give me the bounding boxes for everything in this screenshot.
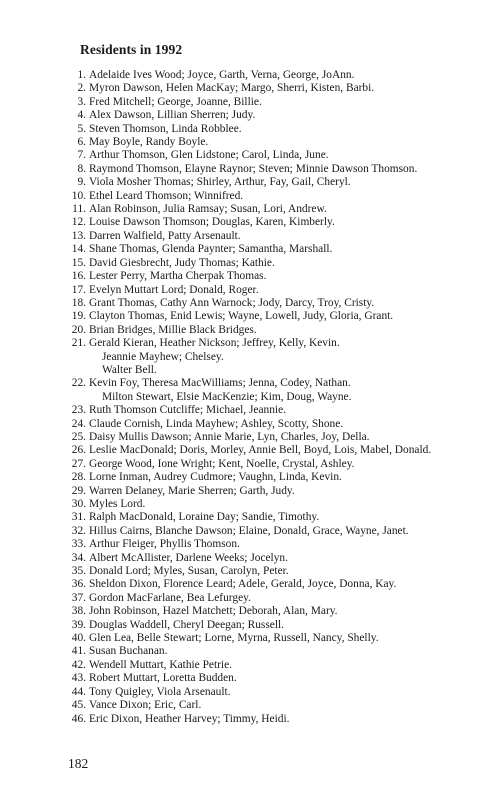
entry-text <box>86 136 208 149</box>
list-item <box>68 605 488 618</box>
entry-text <box>86 578 396 591</box>
entry-number: 25. <box>71 430 86 443</box>
entry-text <box>86 659 232 672</box>
entry-line: Ralph MacDonald, Loraine Day; Sandie, Timothy. <box>89 511 320 524</box>
entry-line: Sheldon Dixon, Florence Leard; Adele, Gerald, Joyce, Donna, Kay. <box>89 578 397 591</box>
entry-text <box>86 216 335 229</box>
list-item <box>68 82 488 95</box>
entry-line: Steven Thomson, Linda Robblee. <box>89 122 242 135</box>
entry-number: 13. <box>71 229 86 242</box>
entry-number: 19. <box>71 310 86 323</box>
entry-line: Darren Walfield, Patty Arsenault. <box>89 229 241 242</box>
entry-line: Arthur Fleiger, Phyllis Thomson. <box>89 538 240 551</box>
list-item <box>68 552 488 565</box>
entry-line: Gordon MacFarlane, Bea Lefurgey. <box>89 591 251 604</box>
entry-number: 45. <box>71 699 86 712</box>
list-item <box>68 284 488 297</box>
entry-line: Glen Lea, Belle Stewart; Lorne, Myrna, Russell, Nancy, Shelly. <box>89 632 379 645</box>
entry-text <box>86 337 340 377</box>
list-item <box>68 324 488 337</box>
list-item <box>68 471 488 484</box>
list-item <box>68 699 488 712</box>
entry-number: 4. <box>77 109 86 122</box>
list-item <box>68 485 488 498</box>
entry-number: 15. <box>71 256 86 269</box>
entry-text <box>86 404 286 417</box>
entry-number: 21. <box>71 337 86 350</box>
entry-continuation-line: Milton Stewart, Elsie MacKenzie; Kim, Doug, Wayne. <box>102 390 352 403</box>
entry-text <box>86 431 370 444</box>
entry-number: 36. <box>71 578 86 591</box>
list-item <box>68 713 488 726</box>
entry-number: 26. <box>71 444 86 457</box>
entry-text <box>86 203 327 216</box>
entry-text <box>86 565 289 578</box>
entry-number: 14. <box>71 243 86 256</box>
entry-text <box>86 471 342 484</box>
entry-line: Myron Dawson, Helen MacKay; Margo, Sherri, Kisten, Barbi. <box>89 82 375 95</box>
entry-line: Ethel Leard Thomson; Winnifred. <box>89 189 244 202</box>
list-item <box>68 163 488 176</box>
entry-line: Alan Robinson, Julia Ramsay; Susan, Lori, Andrew. <box>89 203 327 216</box>
list-item <box>68 297 488 310</box>
entry-line: Alex Dawson, Lillian Sherren; Judy. <box>89 109 256 122</box>
entry-continuation-line: Jeannie Mayhew; Chelsey. <box>102 350 224 363</box>
list-item <box>68 458 488 471</box>
entry-text <box>86 538 240 551</box>
entry-text <box>86 498 145 511</box>
entry-number: 29. <box>71 484 86 497</box>
list-item <box>68 645 488 658</box>
list-item <box>68 69 488 82</box>
entry-line: Raymond Thomson, Elayne Raynor; Steven; Minnie Dawson Thomson. <box>89 162 418 175</box>
entry-line: Donald Lord; Myles, Susan, Carolyn, Peter. <box>89 565 289 578</box>
entry-number: 46. <box>71 712 86 725</box>
entry-line: Gerald Kieran, Heather Nickson; Jeffrey, Kelly, Kevin. <box>89 337 340 350</box>
entry-number: 24. <box>71 417 86 430</box>
list-item <box>68 498 488 511</box>
entry-number: 1. <box>77 69 86 81</box>
entry-number: 20. <box>71 323 86 336</box>
entry-line: Daisy Mullis Dawson; Annie Marie, Lyn, Charles, Joy, Della. <box>89 430 370 443</box>
list-item <box>68 216 488 229</box>
entry-number: 35. <box>71 565 86 578</box>
list-item <box>68 270 488 283</box>
list-item <box>68 404 488 417</box>
entry-text <box>86 284 259 297</box>
list-item <box>68 310 488 323</box>
entry-text <box>86 418 343 431</box>
list-item <box>68 243 488 256</box>
entry-text <box>86 230 241 243</box>
list-item <box>68 565 488 578</box>
entry-text <box>86 243 332 256</box>
entry-line: Evelyn Muttart Lord; Donald, Roger. <box>89 283 259 296</box>
entry-text <box>86 109 255 122</box>
entry-text <box>86 605 338 618</box>
list-item <box>68 123 488 136</box>
entry-number: 22. <box>71 377 86 390</box>
entry-number: 28. <box>71 471 86 484</box>
entry-number: 42. <box>71 658 86 671</box>
entry-line: Clayton Thomas, Enid Lewis; Wayne, Lowell, Judy, Gloria, Grant. <box>89 310 394 323</box>
entry-line: Vance Dixon; Eric, Carl. <box>89 699 202 712</box>
entry-line: Louise Dawson Thomson; Douglas, Karen, Kimberly. <box>89 216 335 229</box>
entry-number: 23. <box>71 404 86 417</box>
entry-number: 16. <box>71 270 86 283</box>
list-item <box>68 109 488 122</box>
entry-text <box>86 672 237 685</box>
entry-line: Lorne Inman, Audrey Cudmore; Vaughn, Linda, Kevin. <box>89 471 342 484</box>
entry-number: 43. <box>71 672 86 685</box>
entry-line: Leslie MacDonald; Doris, Morley, Annie Bell, Boyd, Lois, Mabel, Donald. <box>89 444 432 457</box>
list-item <box>68 203 488 216</box>
list-item <box>68 418 488 431</box>
list-item <box>68 592 488 605</box>
entry-line: Lester Perry, Martha Cherpak Thomas. <box>89 270 267 283</box>
page-number: 182 <box>68 756 89 771</box>
entry-number: 7. <box>77 149 86 162</box>
entry-line: Susan Buchanan. <box>89 645 168 658</box>
entry-number: 5. <box>77 122 86 135</box>
list-item <box>68 525 488 538</box>
entry-text <box>86 552 288 565</box>
entry-text <box>86 713 289 726</box>
resident-list <box>68 69 488 726</box>
entry-text <box>86 485 295 498</box>
entry-line: Fred Mitchell; George, Joanne, Billie. <box>89 95 262 108</box>
entry-line: May Boyle, Randy Boyle. <box>89 136 209 149</box>
entry-text <box>86 444 431 457</box>
list-item <box>68 96 488 109</box>
entry-text <box>86 310 393 323</box>
entry-line: Wendell Muttart, Kathie Petrie. <box>89 658 233 671</box>
entry-number: 38. <box>71 605 86 618</box>
entry-line: Kevin Foy, Theresa MacWilliams; Jenna, Codey, Nathan. <box>89 377 351 390</box>
list-item <box>68 686 488 699</box>
list-item <box>68 632 488 645</box>
list-item <box>68 230 488 243</box>
entry-number: 9. <box>77 176 86 189</box>
list-item <box>68 578 488 591</box>
entry-number: 33. <box>71 538 86 551</box>
entry-number: 2. <box>77 82 86 95</box>
entry-number: 37. <box>71 591 86 604</box>
entry-text <box>86 96 262 109</box>
entry-number: 41. <box>71 645 86 658</box>
entry-line: David Giesbrecht, Judy Thomas; Kathie. <box>89 256 275 269</box>
list-item <box>68 659 488 672</box>
page-title: Residents in 1992 <box>80 42 183 57</box>
entry-text <box>86 632 379 645</box>
entry-text <box>86 324 257 337</box>
entry-line: Arthur Thomson, Glen Lidstone; Carol, Linda, June. <box>89 149 329 162</box>
entry-text <box>86 458 355 471</box>
entry-number: 30. <box>71 498 86 510</box>
entry-text <box>86 149 329 162</box>
entry-number: 11. <box>72 203 86 216</box>
entry-line: Myles Lord. <box>89 498 146 510</box>
list-item <box>68 619 488 632</box>
entry-number: 44. <box>71 685 86 698</box>
entry-text <box>86 257 275 270</box>
entry-text <box>86 592 251 605</box>
entry-number: 34. <box>71 551 86 564</box>
entry-number: 32. <box>71 524 86 537</box>
entry-line: Douglas Waddell, Cheryl Deegan; Russell. <box>89 618 285 631</box>
list-item <box>68 511 488 524</box>
entry-number: 12. <box>71 216 86 229</box>
entry-line: Warren Delaney, Marie Sherren; Garth, Judy. <box>89 484 295 497</box>
entry-text <box>86 270 266 283</box>
entry-text <box>86 525 409 538</box>
entry-number: 8. <box>77 162 86 175</box>
entry-number: 18. <box>71 296 86 309</box>
entry-line: Grant Thomas, Cathy Ann Warnock; Jody, Darcy, Troy, Cristy. <box>89 296 375 309</box>
entry-text <box>86 699 201 712</box>
entry-number: 17. <box>71 283 86 296</box>
entry-text <box>86 176 351 189</box>
entry-text <box>86 686 231 699</box>
entry-line: Hillus Cairns, Blanche Dawson; Elaine, Donald, Grace, Wayne, Janet. <box>89 524 409 537</box>
list-item <box>68 672 488 685</box>
entry-number: 10. <box>71 189 86 202</box>
list-item <box>68 190 488 203</box>
entry-line: Claude Cornish, Linda Mayhew; Ashley, Scotty, Shone. <box>89 417 344 430</box>
entry-number: 40. <box>71 632 86 645</box>
entry-line: Eric Dixon, Heather Harvey; Timmy, Heidi. <box>89 712 290 725</box>
entry-line: Adelaide Ives Wood; Joyce, Garth, Verna, George, JoAnn. <box>89 69 355 81</box>
entry-line: Albert McAllister, Darlene Weeks; Jocelyn. <box>89 551 288 564</box>
entry-text <box>86 645 167 658</box>
entry-text <box>86 163 417 176</box>
entry-line: George Wood, Ione Wright; Kent, Noelle, Crystal, Ashley. <box>89 457 355 470</box>
entry-text <box>86 123 242 136</box>
list-item <box>68 444 488 457</box>
list-item <box>68 149 488 162</box>
entry-line: Tony Quigley, Viola Arsenault. <box>89 685 231 698</box>
entry-line: Shane Thomas, Glenda Paynter; Samantha, Marshall. <box>89 243 333 256</box>
list-item <box>68 176 488 189</box>
entry-text <box>86 190 243 203</box>
entry-continuation-line: Walter Bell. <box>102 363 157 376</box>
entry-text <box>86 69 354 82</box>
entry-line: Ruth Thomson Cutcliffe; Michael, Jeannie. <box>89 404 286 417</box>
entry-text <box>86 511 319 524</box>
entry-line: John Robinson, Hazel Matchett; Deborah, Alan, Mary. <box>89 605 338 618</box>
entry-text <box>86 619 284 632</box>
entry-number: 39. <box>71 618 86 631</box>
entry-number: 27. <box>71 457 86 470</box>
entry-number: 31. <box>71 511 86 524</box>
list-item <box>68 431 488 444</box>
entry-line: Brian Bridges, Millie Black Bridges. <box>89 323 257 336</box>
entry-line: Viola Mosher Thomas; Shirley, Arthur, Fay, Gail, Cheryl. <box>89 176 351 189</box>
list-item <box>68 377 488 404</box>
entry-number: 3. <box>77 95 86 108</box>
list-item <box>68 538 488 551</box>
entry-number: 6. <box>77 136 86 149</box>
entry-text <box>86 297 374 310</box>
list-item <box>68 136 488 149</box>
entry-text <box>86 377 351 404</box>
list-item <box>68 257 488 270</box>
entry-line: Robert Muttart, Loretta Budden. <box>89 672 237 685</box>
entry-text <box>86 82 374 95</box>
list-item <box>68 337 488 377</box>
